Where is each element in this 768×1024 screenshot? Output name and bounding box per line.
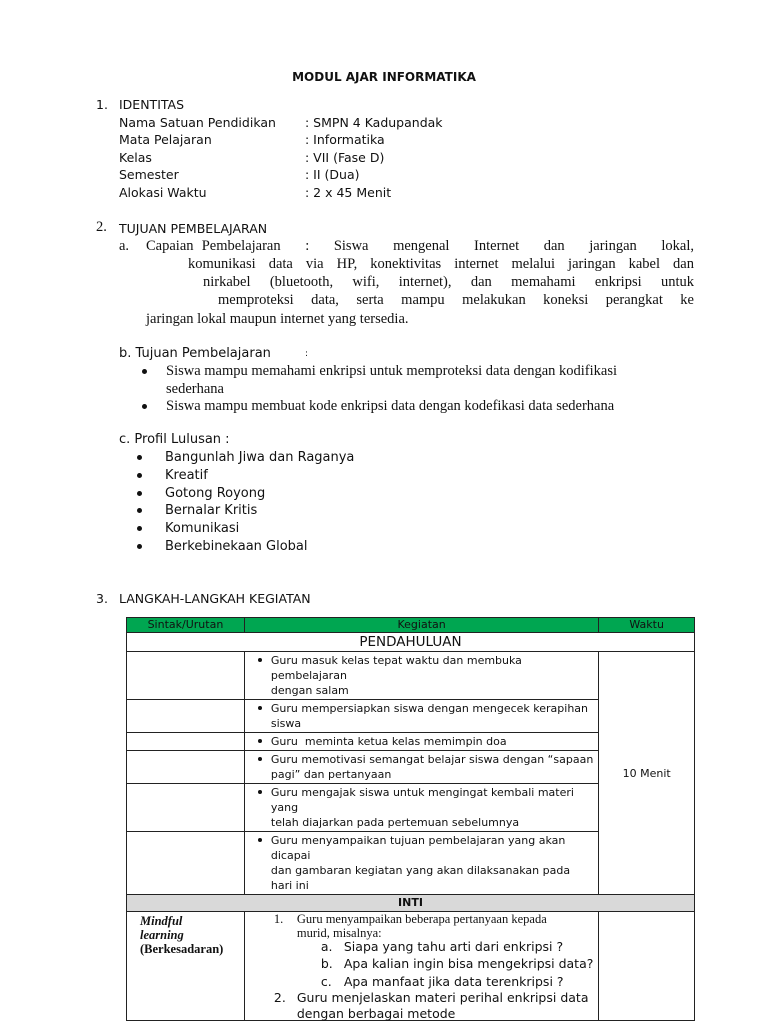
list-item: Berkebinekaan Global — [165, 539, 308, 554]
table-header-row — [127, 618, 695, 633]
activity-cell — [244, 652, 598, 700]
section-row — [127, 633, 695, 652]
activity-line: murid, misalnya: — [296, 926, 382, 940]
bullet-icon — [142, 369, 147, 374]
section-number: 1. — [96, 97, 108, 112]
identity-value: : II (Dua) — [305, 167, 360, 182]
bullet-icon — [137, 455, 142, 460]
activity-text — [297, 990, 589, 1022]
activity-line: Guru mengajak siswa untuk mengingat kembali materi yang — [270, 786, 574, 814]
activity-line: Guru memotivasi semangat belajar siswa dengan “sapaan — [270, 753, 594, 766]
activity-text — [297, 912, 547, 940]
activity-cell — [244, 784, 598, 832]
list-item: Siswa mampu membuat kode enkripsi data dengan kodefikasi data sederhana — [166, 398, 615, 414]
identity-value: : SMPN 4 Kadupandak — [305, 115, 443, 130]
waktu-cell — [599, 912, 695, 1021]
section-number: 2. — [96, 219, 107, 235]
activity-cell — [244, 912, 598, 1021]
identity-value: : 2 x 45 Menit — [305, 185, 392, 200]
bullet-icon — [137, 526, 142, 531]
list-item: Bernalar Kritis — [165, 503, 258, 518]
activity-line: Guru mempersiapkan siswa dengan mengecek kerapihan — [270, 702, 589, 715]
capaian-line: jaringan lokal maupun internet yang tersedia. — [146, 311, 409, 327]
list-item: Siapa yang tahu arti dari enkripsi ? — [343, 939, 564, 954]
bullet-icon — [137, 491, 142, 496]
bullet-icon — [258, 790, 262, 794]
activity-line: dengan salam — [270, 684, 349, 697]
activity-cell — [244, 832, 598, 895]
section-heading: IDENTITAS — [119, 97, 185, 112]
list-item: Apa manfaat jika data terenkripsi ? — [343, 974, 564, 989]
list-item: Bangunlah Jiwa dan Raganya — [165, 450, 355, 465]
sintak-label: learning — [140, 928, 184, 942]
waktu-cell — [599, 652, 695, 895]
list-marker: 1. — [273, 912, 284, 926]
sintak-label: (Berkesadaran) — [140, 942, 224, 956]
list-item: Kreatif — [165, 468, 208, 483]
table-row — [127, 652, 695, 700]
activity-cell — [244, 700, 598, 733]
list-item: Siswa mampu memahami enkripsi untuk memproteksi data dengan kodifikasi — [166, 363, 618, 379]
activity-table — [126, 617, 695, 1021]
section-heading: LANGKAH-LANGKAH KEGIATAN — [119, 591, 311, 606]
subsection-label: c. Profil Lulusan : — [119, 432, 230, 447]
subsection-colon: : — [305, 349, 309, 359]
bullet-icon — [142, 404, 147, 409]
list-marker: c. — [320, 974, 332, 989]
sintak-cell — [127, 751, 245, 784]
section-title: INTI — [127, 895, 695, 912]
sintak-cell — [127, 832, 245, 895]
list-marker: a. — [320, 939, 333, 954]
activity-line: Guru menjelaskan materi perihal enkripsi data — [296, 990, 589, 1005]
activity-cell — [244, 751, 598, 784]
waktu-value: 10 Menit — [622, 766, 671, 780]
sintak-cell — [127, 700, 245, 733]
capaian-line: Capaian Pembelajaran : Siswa mengenal Internet dan jaringan lokal, — [146, 238, 694, 254]
bullet-icon — [258, 658, 262, 662]
bullet-icon — [258, 706, 262, 710]
list-marker: a. — [119, 238, 130, 254]
list-marker: 2. — [273, 990, 286, 1005]
bullet-icon — [258, 739, 262, 743]
list-item: sederhana — [166, 381, 224, 397]
identity-label: Semester — [119, 167, 179, 182]
identity-label: Kelas — [119, 150, 152, 165]
column-header: Sintak/Urutan — [127, 618, 245, 633]
identity-value: : VII (Fase D) — [305, 150, 385, 165]
sintak-cell — [127, 784, 245, 832]
column-header: Kegiatan — [244, 618, 598, 633]
list-marker: b. — [320, 956, 333, 971]
subsection-label: b. Tujuan Pembelajaran — [119, 346, 271, 361]
identity-label: Alokasi Waktu — [119, 185, 207, 200]
capaian-line: nirkabel (bluetooth, wifi, internet), dan memahami enkripsi untuk — [203, 274, 694, 290]
sintak-cell — [127, 733, 245, 751]
activity-line: Guru menyampaikan tujuan pembelajaran yang akan dicapai — [270, 834, 566, 862]
activity-cell — [244, 733, 598, 751]
bullet-icon — [258, 838, 262, 842]
sintak-cell — [127, 912, 245, 1021]
bullet-icon — [137, 473, 142, 478]
list-item: Gotong Royong — [165, 486, 266, 501]
identity-label: Nama Satuan Pendidikan — [119, 115, 276, 130]
list-item: Apa kalian ingin bisa mengekripsi data? — [343, 956, 594, 971]
capaian-line: komunikasi data via HP, konektivitas internet melalui jaringan kabel dan — [188, 256, 694, 272]
bullet-icon — [137, 508, 142, 513]
bullet-icon — [137, 544, 142, 549]
identity-label: Mata Pelajaran — [119, 132, 212, 147]
activity-line: dan gambaran kegiatan yang akan dilaksanakan pada hari ini — [270, 864, 571, 892]
column-header: Waktu — [599, 618, 695, 633]
identity-value: : Informatika — [305, 132, 385, 147]
activity-line: siswa — [270, 717, 302, 730]
activity-line: dengan berbagai metode — [296, 1006, 456, 1021]
section-row — [127, 895, 695, 912]
activity-line: pagi” dan pertanyaan — [270, 768, 392, 781]
activity-line: telah diajarkan pada pertemuan sebelumnya — [270, 816, 520, 829]
table-row — [127, 912, 695, 1021]
capaian-line: memproteksi data, serta mampu melakukan koneksi perangkat ke — [218, 292, 694, 308]
activity-line: Guru meminta ketua kelas memimpin doa — [270, 735, 507, 748]
list-item: Komunikasi — [165, 521, 240, 536]
bullet-icon — [258, 757, 262, 761]
sintak-label: Mindful — [140, 914, 183, 928]
activity-line: Guru masuk kelas tepat waktu dan membuka pembelajaran — [270, 654, 522, 682]
section-title: PENDAHULUAN — [127, 633, 695, 652]
section-number: 3. — [96, 591, 108, 606]
document-title: MODUL AJAR INFORMATIKA — [292, 70, 476, 84]
section-heading: TUJUAN PEMBELAJARAN — [119, 221, 268, 236]
sintak-cell — [127, 652, 245, 700]
activity-line: Guru menyampaikan beberapa pertanyaan kepada — [296, 912, 547, 926]
